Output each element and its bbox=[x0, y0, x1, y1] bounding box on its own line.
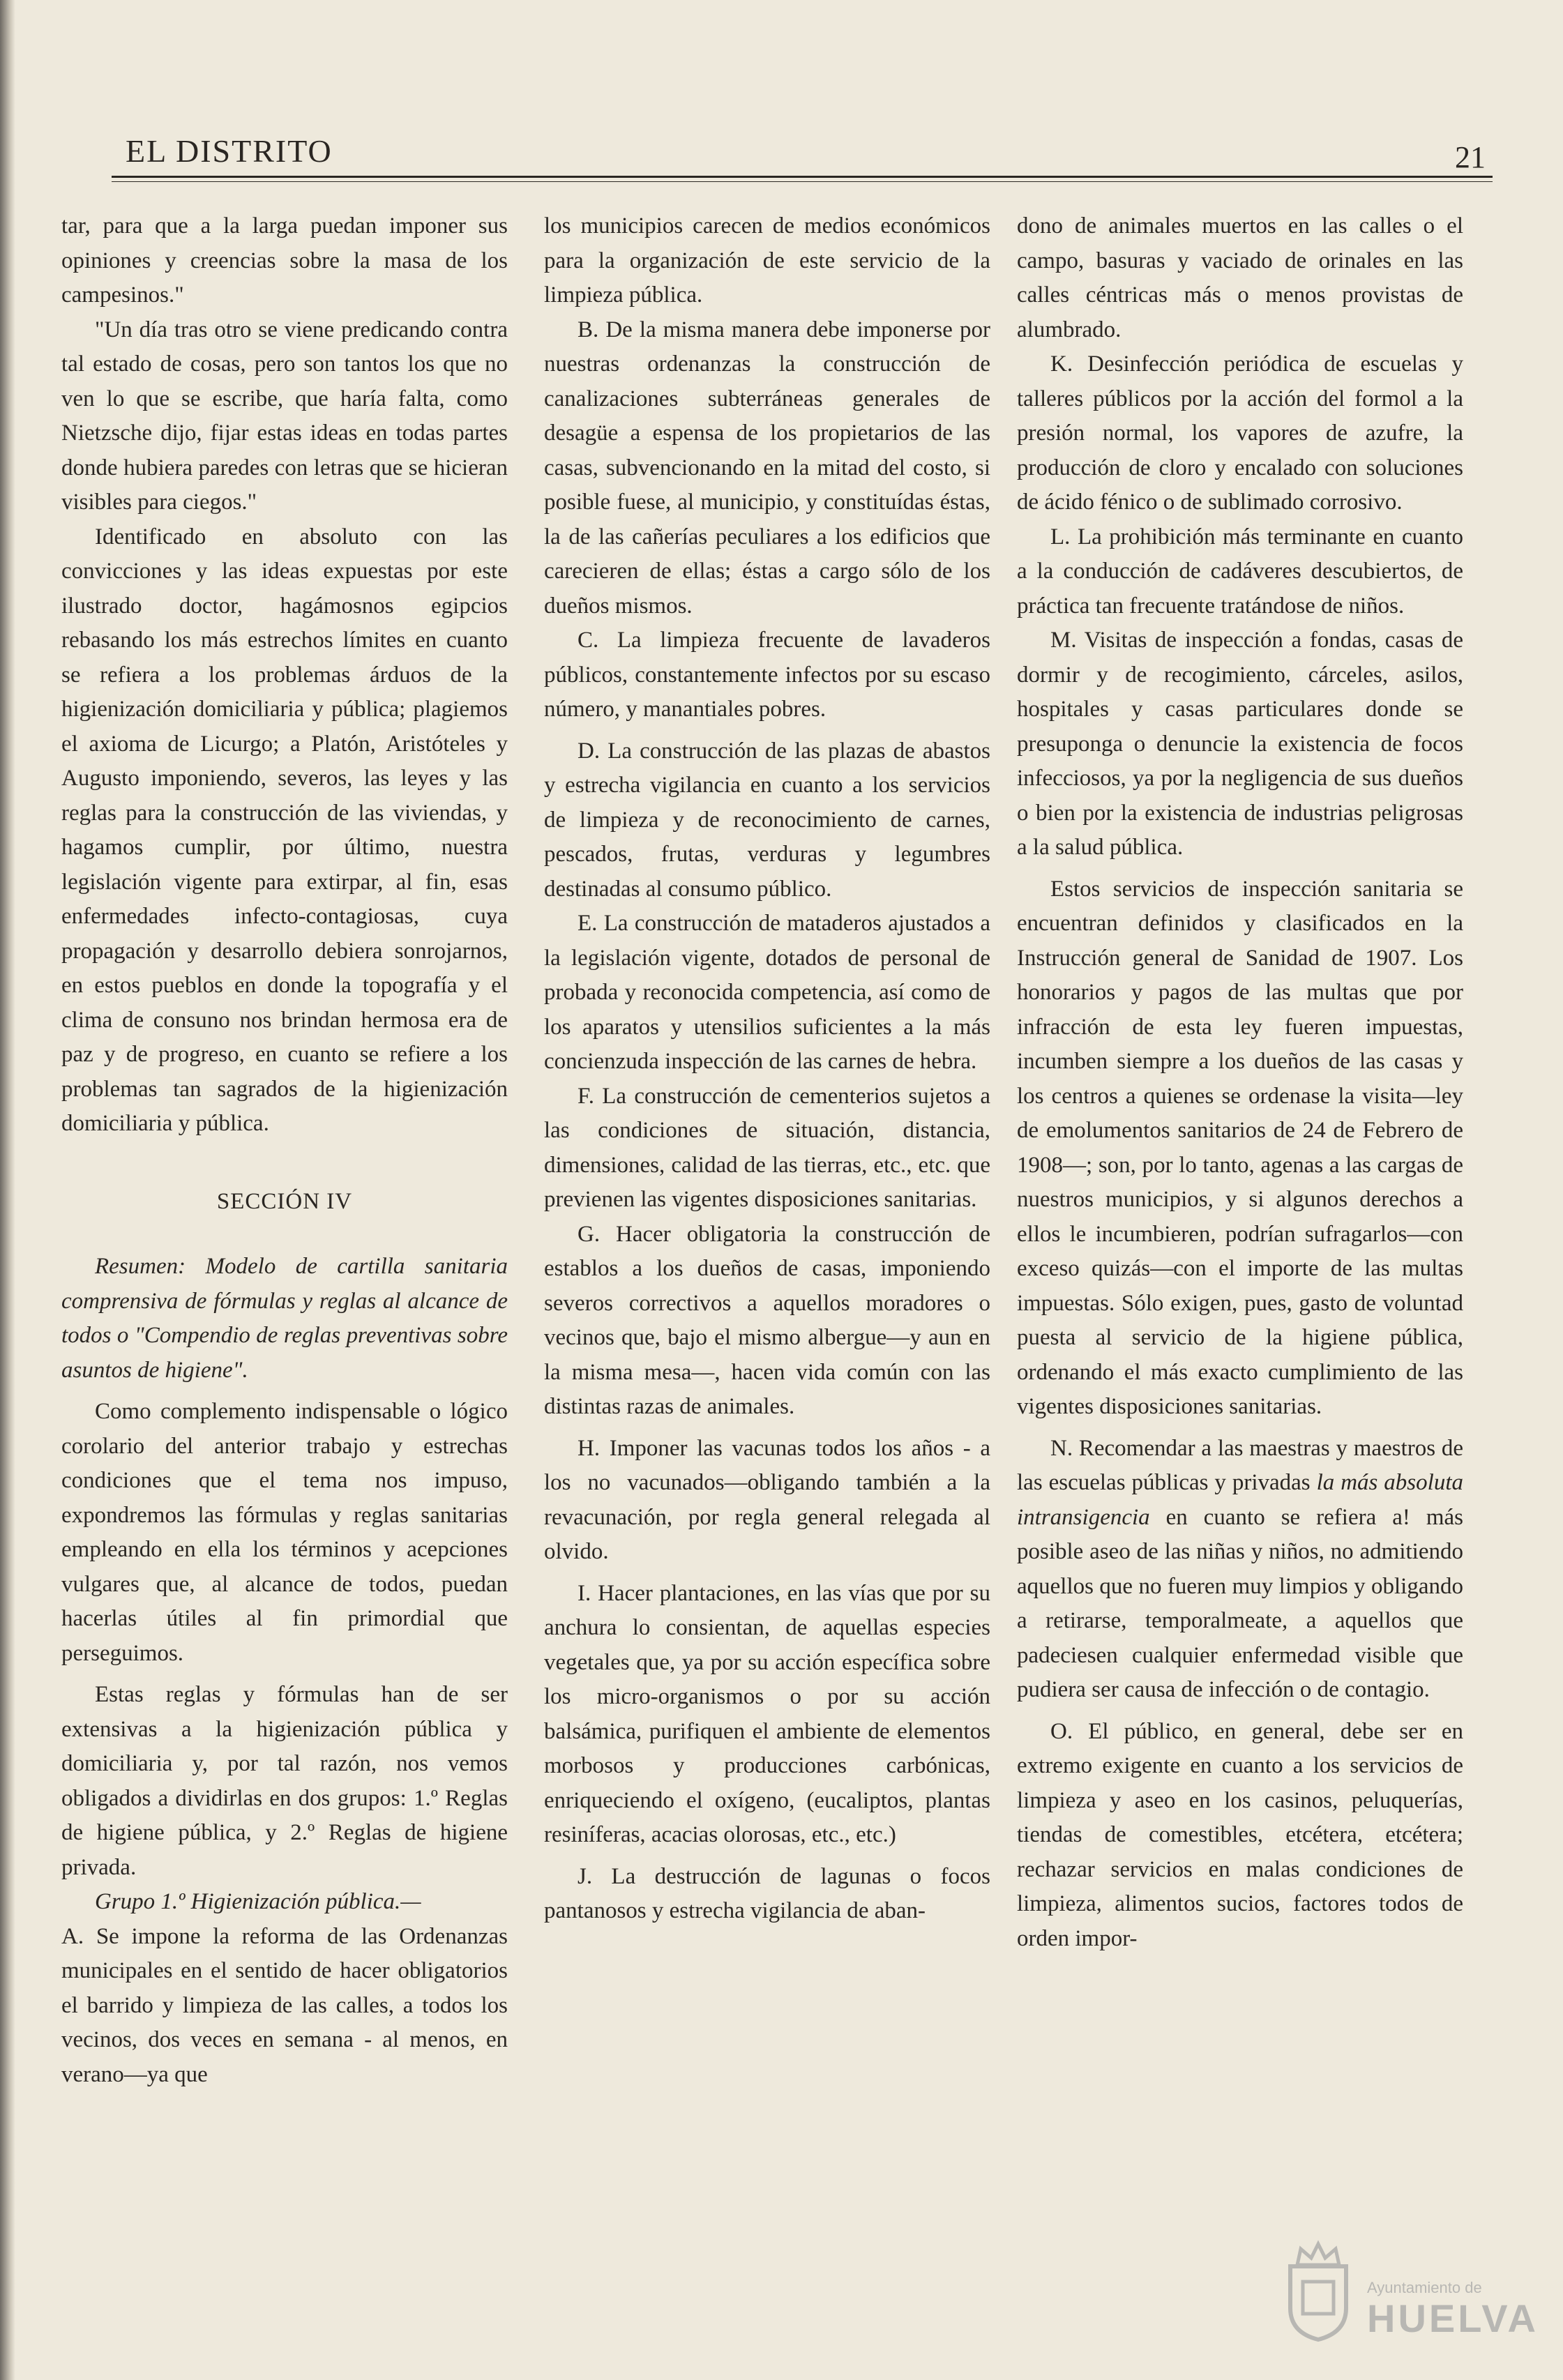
watermark-big-text: HUELVA bbox=[1367, 2296, 1539, 2340]
coat-of-arms-icon bbox=[1276, 2238, 1360, 2343]
paragraph: los municipios carecen de medios económicos para la organización de este servicio de la limpieza pública. bbox=[544, 213, 990, 308]
paragraph: "Un día tras otro se viene predicando contra tal estado de cosas, pero son tantos los que no ven lo que se escribe, que haría falta, como Nietzsche dijo, fijar estas ideas en todas partes donde hubiera paredes con letras que se hicieran visibles para ciegos." bbox=[61, 317, 508, 515]
header-rule bbox=[112, 176, 1493, 178]
rule-item-c: C. La limpieza frecuente de lavaderos públicos, constantemente infectos por su escaso número, y manantiales pobres. bbox=[544, 628, 990, 722]
column-3 bbox=[1017, 209, 1463, 1956]
rule-item-l: L. La prohibición más terminante en cuanto a la conducción de cadáveres descubiertos, de práctica tan frecuente tratándose de niños. bbox=[1017, 524, 1463, 619]
column-1 bbox=[61, 209, 508, 2092]
rule-item-h: H. Imponer las vacunas todos los años - a los no vacunados—obligando también a la revacunación, por regla general relegada al olvido. bbox=[544, 1435, 990, 1564]
rule-item-g: G. Hacer obligatoria la construcción de establos a los dueños de casas, imponiendo severos correctivos a aquellos moradores o vecinos que, bajo el mismo albergue—y aun en la misma mesa—, hacen vida común con las distintas razas de animales. bbox=[544, 1221, 990, 1419]
rule-item-n bbox=[1017, 1432, 1463, 1708]
rule-item-k: K. Desinfección periódica de escuelas y talleres públicos por la acción del formol a la presión normal, los vapores de azufre, la producción de cloro y encalado con soluciones de ácido fénico o de sublimado corrosivo. bbox=[1017, 351, 1463, 515]
paragraph: Como complemento indispensable o lógico corolario del anterior trabajo y estrechas condiciones que el tema nos impuso, expondremos las fórmulas y reglas sanitarias empleando en ella los términos y acepciones vulgares que, al alcance de todos, puedan hacerlas útiles al fin primordial que perseguimos. bbox=[61, 1399, 508, 1666]
paragraph: Identificado en absoluto con las convicciones y las ideas expuestas por este ilustrado doctor, hagámosnos egipcios rebasando los más estrechos límites en cuanto se refiera a los problemas árduos de la higienización domiciliaria y pública; plagiemos el axioma de Licurgo; a Platón, Aristóteles y Augusto imponiendo, severos, las leyes y las reglas para la construcción de las viviendas, y hagamos cumplir, por último, nuestra legislación vigente para extirpar, al fin, esas enfermedades infecto-contagiosas, cuya propagación y desarrollo debiera sonrojarnos, en estos pueblos en donde la topografía y el clima de consuno nos brindan hermosa era de paz y de progreso, en cuanto se refiere a los problemas tan sagrados de la higienización domiciliaria y pública. bbox=[61, 524, 508, 1136]
watermark-logo bbox=[1276, 2238, 1539, 2350]
rule-item-d: D. La construcción de las plazas de abastos y estrecha vigilancia en cuanto a los servicios de limpieza y de reconocimiento de carnes, pescados, frutas, verduras y legumbres destinadas al consumo público. bbox=[544, 738, 990, 902]
rule-item-j: J. La destrucción de lagunas o focos pantanosos y estrecha vigilancia de aban- bbox=[544, 1863, 990, 1923]
rule-item-o: O. El público, en general, debe ser en extremo exigente en cuanto a los servicios de limpieza y aseo en los casinos, peluquerías, tiendas de comestibles, etcétera, etcétera; rechazar servicios en malas condiciones de limpieza, alimentos sucios, factores todos de orden impor- bbox=[1017, 1718, 1463, 1951]
paragraph: tar, para que a la larga puedan imponer sus opiniones y creencias sobre la masa de los campesinos." bbox=[61, 213, 508, 308]
paragraph: Estos servicios de inspección sanitaria se encuentran definidos y clasificados en la Instrucción general de Sanidad de 1907. Los honorarios y pagos de las multas que por infracción de esta ley fueren impuestas, incumben siempre a los dueños de las casas y los centros a quienes se ordenase la visita—ley de emolumentos sanitarios de 24 de Febrero de 1908—; son, por lo tanto, agenas a las cargas de nuestros municipios, y si algunos derechos a ellos le incumbieren, podrían sufragarlos—con exceso quizás—con el importe de las multas impuestas. Sólo exigen, pues, gasto de voluntad puesta al servicio de la higiene pública, ordenando el más exacto cumplimiento de las vigentes disposiciones sanitarias. bbox=[1017, 876, 1463, 1419]
section-summary: Resumen: Modelo de cartilla sanitaria comprensiva de fórmulas y reglas al alcance de todos o "Compendio de reglas preventivas sobre asuntos de higiene". bbox=[61, 1254, 508, 1383]
rule-item-n-text: N. Recomendar a las maestras y maestros de las escuelas públicas y privadas bbox=[1017, 1435, 1463, 1495]
page-edge-shadow bbox=[0, 0, 15, 2380]
rule-item-n-emphasis: la más absoluta intransigencia bbox=[1017, 1470, 1463, 1530]
group-heading: Grupo 1.º Higienización pública.— bbox=[95, 1889, 421, 1914]
watermark-small-text: Ayuntamiento de bbox=[1367, 2279, 1482, 2296]
rule-item-m: M. Visitas de inspección a fondas, casas de dormir y de recogimiento, cárceles, asilos, hospitales y casas particulares donde se presuponga o denuncie la existencia de focos infecciosos, ya por la negligencia de sus dueños o bien por la existencia de industrias peligrosas a la salud pública. bbox=[1017, 628, 1463, 860]
rule-item-e: E. La construcción de mataderos ajustados a la legislación vigente, dotados de personal de probada y reconocida competencia, así como de los aparatos y utensilios suficientes a la más concienzuda inspección de las carnes de hebra. bbox=[544, 911, 990, 1074]
paragraph: dono de animales muertos en las calles o el campo, basuras y vaciado de orinales en las calles céntricas más o menos provistas de alumbrado. bbox=[1017, 213, 1463, 342]
rule-item-f: F. La construcción de cementerios sujetos a las condiciones de situación, distancia, dimensiones, calidad de las tierras, etc., etc. que previenen las vigentes disposiciones sanitarias. bbox=[544, 1083, 990, 1212]
header-rule-thin bbox=[112, 181, 1493, 182]
rule-item-a: A. Se impone la reforma de las Ordenanzas municipales en el sentido de hacer obligatorios el barrido y limpieza de las calles, a todos los vecinos, dos veces en semana - al menos, en verano—ya que bbox=[61, 1923, 508, 2087]
section-title: SECCIÓN IV bbox=[216, 1188, 353, 1214]
page-number: 21 bbox=[1455, 140, 1486, 174]
paragraph: Estas reglas y fórmulas han de ser extensivas a la higienización pública y domiciliaria y, por tal razón, nos vemos obligados a dividirlas en dos grupos: 1.º Reglas de higiene pública, y 2.º Reglas de higiene privada. bbox=[61, 1682, 508, 1880]
rule-item-b: B. De la misma manera debe imponerse por nuestras ordenanzas la construcción de canalizaciones subterráneas generales de desagüe a espensa de los propietarios de las casas, subvencionando en la mitad del costo, si posible fuese, al municipio, y constituídas éstas, la de las cañerías peculiares a los edificios que carecieren de ellas; éstas a cargo sólo de los dueños mismos. bbox=[544, 317, 990, 619]
rule-item-n-text-end: en cuanto se refiera a! más posible aseo de las niñas y niños, no admitiendo aquellos que no fueren muy limpios y obligando a retirarse, temporalmeate, a aquellos que padeciesen cualquier enfermedad visible que pudiera ser causa de infección o de contagio. bbox=[1017, 1504, 1463, 1702]
page-header bbox=[112, 132, 1493, 181]
journal-title: EL DISTRITO bbox=[126, 133, 333, 169]
rule-item-i: I. Hacer plantaciones, en las vías que por su anchura lo consientan, de aquellas especies vegetales que, ya por su acción específica sobre los micro-organismos o por su acción balsámica, purifiquen el ambiente de elementos morbosos y producciones carbónicas, enriqueciendo el oxígeno, (eucaliptos, plantas resiníferas, acacias olorosas, etc., etc.) bbox=[544, 1580, 990, 1847]
column-2 bbox=[544, 209, 990, 1929]
